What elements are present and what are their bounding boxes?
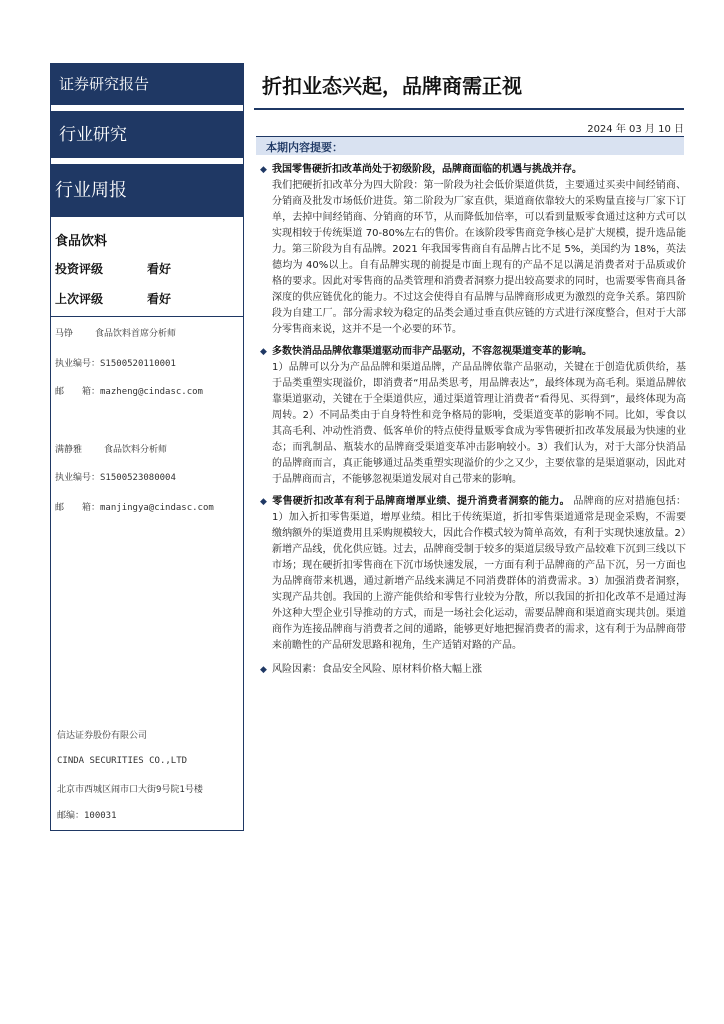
company-address: 北京市西城区闹市口大街9号院1号楼	[57, 785, 203, 795]
analyst-name: 满静雅	[55, 445, 83, 455]
page-title: 折扣业态兴起，品牌商需正视	[262, 74, 522, 98]
sector-label: 食品饮料	[55, 234, 108, 249]
summary-point-1	[260, 162, 686, 338]
point-body: 我们把硬折扣改革分为四大阶段：第一阶段为社会低价渠道供货，主要通过买卖中间经销商、分销商及批发市场低价进货。第二阶段为厂家直供，渠道商依靠较大的采购量直接与厂家下订单，去掉中间经销商、分销商的环节，从而降低加倍率，可以看到量贩零食通过这种方式可以实现相较于传统渠道 70-80%左右的售价。在该阶段零售商竞争核心是扩大规模，提升选品能力。第三阶段为自有品牌。2021 年我国零售商自有品牌占比不足 5%，美国约为 18%，英法德均为 40%以上。自有品牌实现的前提是市面上现有的产品不足以满足消费者对于品质或价格的要求。因此对零售商的品类管理和消费者洞察力提出较高要求的同时，也需要零售商具备深度的供应链优化的能力。不过这会使得自有品牌与品牌商形成更为激烈的竞争关系。第四阶段为自建工厂。部分需求较为稳定的品类会通过垂直供应链的方式进行深度整合，但对于大部分零售商来说，这并不是一个必要的环节。	[272, 180, 686, 335]
summary-label: 本期内容提要：	[266, 141, 343, 154]
prev-rating-value: 看好	[147, 292, 172, 306]
investment-rating	[55, 260, 235, 277]
rating-value: 看好	[147, 262, 172, 276]
report-type: 证券研究报告	[51, 64, 243, 108]
summary-point-2	[260, 344, 686, 488]
analyst-title: 食品饮料首席分析师	[95, 329, 177, 339]
email-address[interactable]: manjingya@cindasc.com	[100, 503, 214, 513]
title-divider	[254, 108, 684, 110]
point-body: 品牌商的应对措施包括：1）加入折扣零售渠道，增厚业绩。相比于传统渠道，折扣零售渠道通常是现金采购，不需要缴纳额外的渠道费用且采购规模较大，因此合作模式较为简单高效，有利于实现快速放量。2）新增产品线，优化供应链。过去，品牌商受制于较多的渠道层级导致产品较难下沉到三线以下市场；现在硬折扣零售商在下沉市场快速发展，一方面有利于品牌商的产品下沉，另一方面也为品牌商带来机遇，通过新增产品线来满足不同消费群体的消费需求。3）加强消费者洞察，实现产品共创。我国的上游产能供给和零售行业较为分散，所以我国的折扣化改革不是通过海外这种大型企业引导推动的方式，而是一场社会化运动，需要品牌商和渠道商实现共创。渠道商作为连接品牌商与消费者之间的通路，能够更好地把握消费者的需求，这有利于为品牌商带来前瞻性的产品研发思路和视角，生产适销对路的产品。	[272, 496, 687, 651]
analyst-2-name-title	[55, 442, 167, 455]
email-address[interactable]: mazheng@cindasc.com	[100, 387, 203, 397]
summary-point-3	[260, 494, 687, 654]
cert-number: S1500523080004	[100, 473, 176, 483]
point-lead: 零售硬折扣改革有利于品牌商增厚业绩、提升消费者洞察的能力。	[272, 496, 570, 507]
company-name-cn: 信达证券股份有限公司	[57, 731, 148, 741]
diamond-bullet-icon: ◆	[260, 497, 267, 507]
prev-rating-label: 上次评级	[55, 292, 104, 306]
cert-label: 执业编号：	[55, 359, 101, 369]
analyst-title: 食品饮料分析师	[104, 445, 168, 455]
report-form: 行业周报	[51, 164, 243, 220]
diamond-bullet-icon: ◆	[260, 165, 267, 175]
report-date: 2024 年 03 月 10 日	[587, 124, 684, 135]
rating-label: 投资评级	[55, 262, 104, 276]
summary-content	[260, 162, 687, 678]
email-label: 邮 箱：	[55, 387, 101, 397]
analyst-1-name-title	[55, 326, 176, 339]
sidebar	[50, 63, 244, 831]
analyst-1-email	[55, 384, 203, 397]
risk-factors	[260, 662, 686, 678]
previous-rating	[55, 290, 235, 307]
company-postcode: 邮编：100031	[57, 811, 117, 821]
diamond-bullet-icon: ◆	[260, 347, 267, 357]
company-name-en: CINDA SECURITIES CO.,LTD	[57, 756, 188, 766]
report-category: 行业研究	[51, 111, 243, 161]
summary-header	[256, 136, 684, 155]
diamond-bullet-icon: ◆	[260, 665, 267, 675]
risk-text: 风险因素：食品安全风险、原材料价格大幅上涨	[272, 664, 482, 675]
analyst-2-cert	[55, 470, 176, 483]
email-label: 邮 箱：	[55, 503, 101, 513]
point-lead: 多数快消品品牌依靠渠道驱动而非产品驱动，不容忽视渠道变革的影响。	[272, 346, 592, 357]
analyst-1-cert	[55, 356, 176, 369]
cert-label: 执业编号：	[55, 473, 101, 483]
analyst-2-email	[55, 500, 214, 513]
sidebar-divider	[51, 316, 243, 317]
analyst-name: 马铮	[55, 329, 74, 339]
point-body: 1）品牌可以分为产品品牌和渠道品牌，产品品牌依靠产品驱动，关键在于创造优质供给，基于品类重塑实现溢价，即消费者“用品类思考，用品牌表达”，最终体现为高毛利。渠道品牌依靠渠道驱动，关键在于全渠道供应，通过渠道管理让消费者“看得见、买得到”，最终体现为高周转。2）不同品类由于自身特性和竞争格局的影响，受渠道变革的影响不同。比如，零食以其高毛利、冲动性消费、低客单价的特点使得量贩零食成为零售硬折扣改革发展最为快速的业态；而乳制品、瓶装水的品牌商受渠道变革冲击影响较小。3）我们认为，对于大部分快消品的品牌商而言，真正能够通过品类重塑实现溢价的少之又少，主要依靠的是渠道驱动，因此对于品牌商而言，不能够忽视渠道发展对自己带来的影响。	[272, 362, 686, 485]
cert-number: S1500520110001	[100, 359, 176, 369]
point-lead: 我国零售硬折扣改革尚处于初级阶段，品牌商面临的机遇与挑战并存。	[272, 164, 582, 175]
